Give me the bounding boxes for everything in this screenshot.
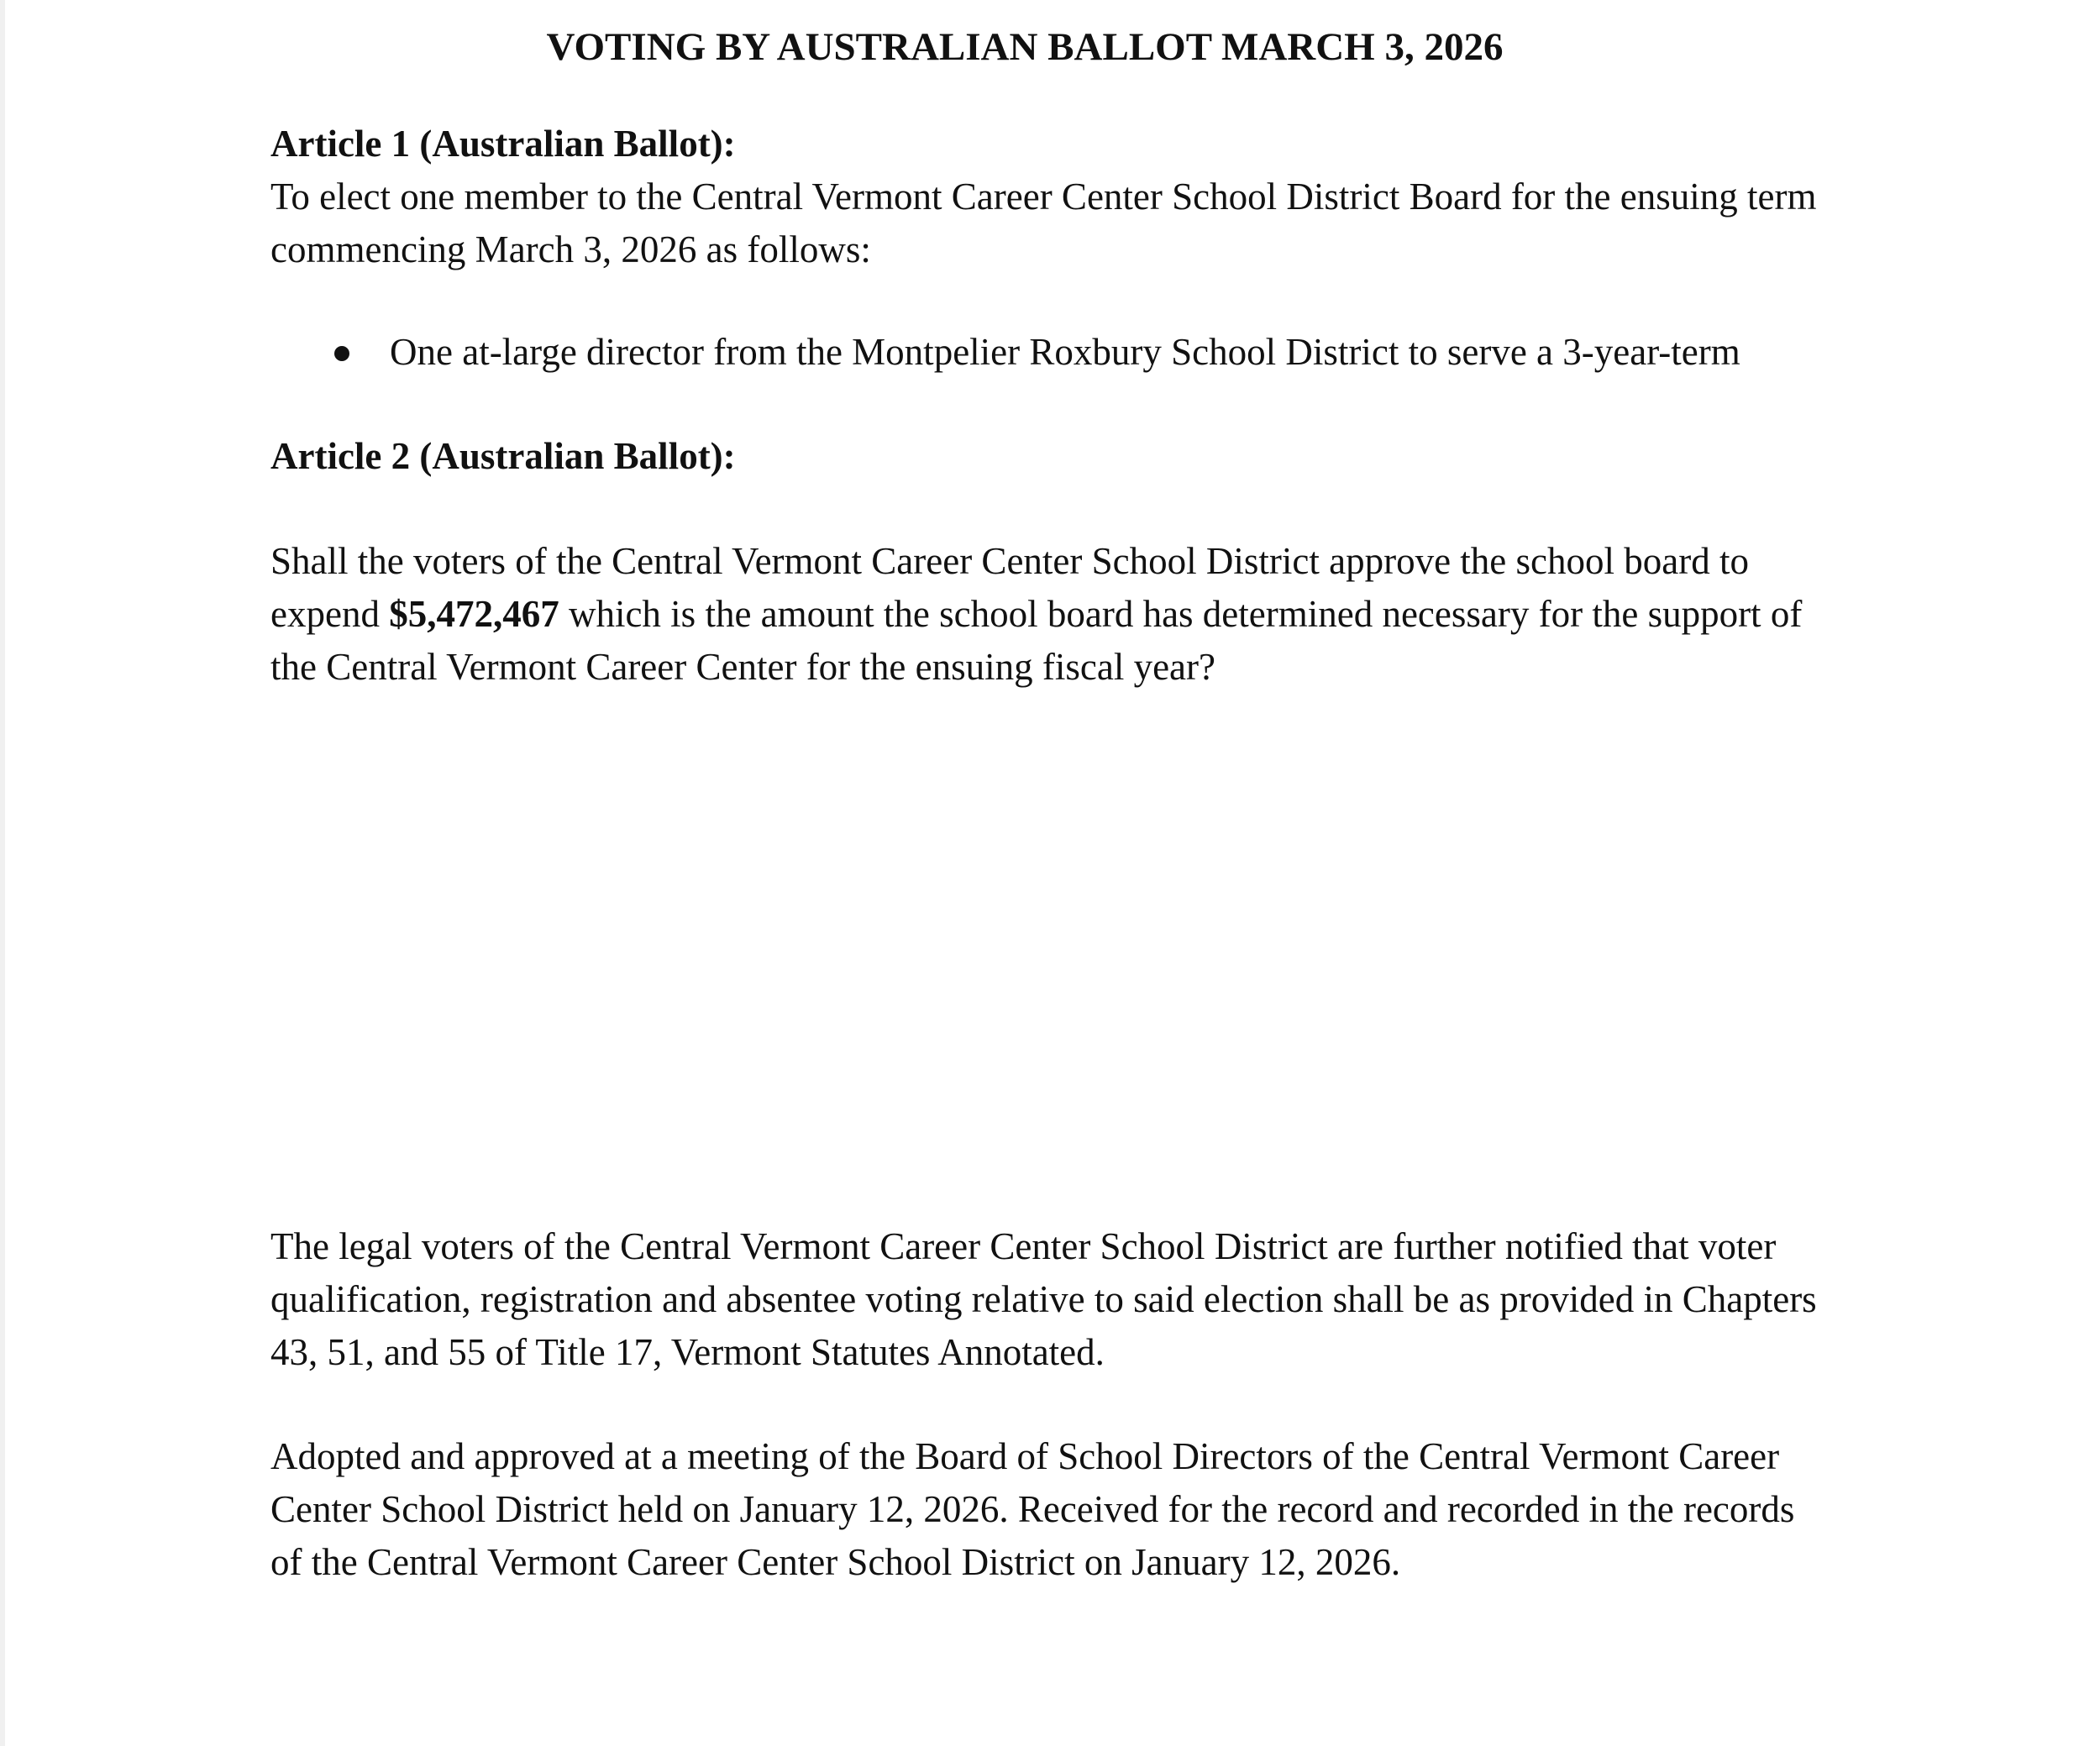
adoption-statement (270, 1430, 1833, 1589)
bullet-icon (334, 346, 349, 361)
article-2-section (270, 430, 1833, 483)
article-2-question (270, 535, 1833, 694)
document-title: VOTING BY AUSTRALIAN BALLOT MARCH 3, 2026 (546, 25, 1504, 69)
article-2-text-after: which is the amount the school board has determined necessary for the support of the Central Vermont Career Center for the ensuing fiscal year? (270, 593, 1803, 688)
voter-notice (270, 1220, 1833, 1379)
page-edge (0, 0, 5, 1746)
article-1-text: To elect one member to the Central Vermont Career Center School District Board for the ensuing term commencing March 3, 2026 as follows: (270, 176, 1817, 270)
article-2-text-before: Shall the voters of the Central Vermont Career Center School District approve the school board to expend (270, 540, 1749, 635)
article-1-bullet-text: One at-large director from the Montpelier Roxbury School District to serve a 3-year-term (390, 331, 1740, 373)
article-2-heading: Article 2 (Australian Ballot): (270, 435, 736, 477)
article-1-heading: Article 1 (Australian Ballot): (270, 123, 736, 165)
adoption-text: Adopted and approved at a meeting of the Board of School Directors of the Central Vermont Career Center School District held on January 12, 2026. Received for the record and recorded in the records of the Central Vermont Career Center School District on January 12, 2026. (270, 1435, 1795, 1583)
voter-notice-text: The legal voters of the Central Vermont Career Center School District are further notified that voter qualification, registration and absentee voting relative to said election shall be as provided in Chapters 43, 51, and 55 of Title 17, Vermont Statutes Annotated. (270, 1225, 1817, 1373)
budget-amount: $5,472,467 (389, 593, 559, 635)
article-2-text (270, 535, 1833, 694)
article-1-section (270, 118, 1833, 276)
